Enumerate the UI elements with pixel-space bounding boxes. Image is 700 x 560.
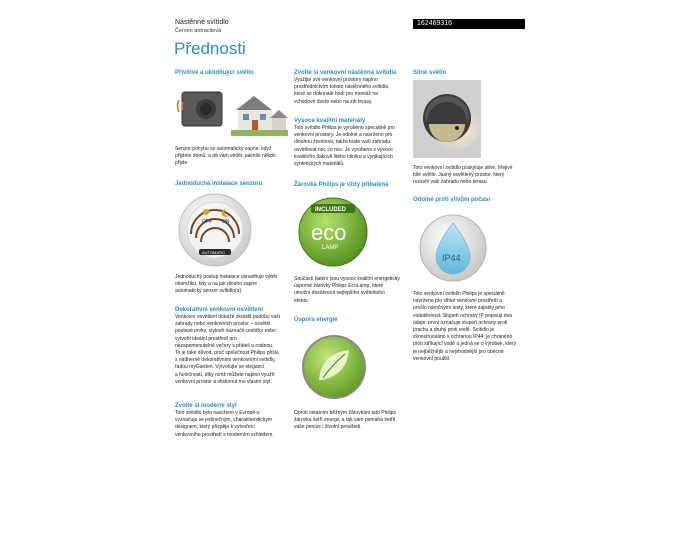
text-line: kvalitního tlakově litého hliníku a vynikajících	[294, 153, 393, 160]
text-line: venkovní prostor a vtisknout mu vlastní styl.	[175, 378, 272, 385]
sensor-dial-icon	[177, 192, 253, 268]
decorative-text	[175, 314, 287, 386]
text-line: s nádherně dekorativními venkovními svítidly,	[175, 357, 276, 364]
bulb-included-text	[294, 276, 406, 305]
text-line: Toto venkovní svítidlo poskytuje silné, hřejivé	[413, 165, 513, 171]
product-code-bar	[413, 19, 525, 29]
energy-leaf-icon	[301, 334, 367, 400]
text-line: bílé světlo. Jasný osvětlený prostor, který	[413, 172, 505, 179]
text-line: prostřednictvím tohoto nástěnného svítidla,	[294, 84, 390, 91]
text-line: které se dokonale hodí pro montáž na	[294, 91, 378, 98]
text-line: umožní dosáhnout nejlepšího světelného	[294, 290, 385, 297]
dial-on-label: ON	[222, 219, 230, 225]
text-line: zahrady nebo venkovních prostor – osvětlit	[175, 321, 271, 328]
text-line: Toto svítidlo bylo navrženo v Evropě a	[175, 410, 260, 416]
text-line: Využijte své venkovní prostory naplno	[294, 77, 378, 83]
text-line: přijde.	[175, 160, 189, 167]
text-line: venkovní použití.	[413, 355, 451, 362]
text-line: rozsvítí vaši zahradu nebo terasu.	[413, 179, 489, 186]
text-line: automatický senzor svítidlo(a).	[175, 288, 243, 295]
page-title: Přednosti	[174, 39, 246, 58]
text-line: Součástí balení jsou vysoce kvalitní energeticky	[294, 276, 400, 282]
text-line: okamžiku, kdy a na jak dlouho zapne	[175, 281, 257, 288]
badge-lamp-label: LAMP	[322, 245, 339, 251]
text-line: osvětlovat noc co noc. Je vyrobeno z vysoce	[294, 146, 393, 153]
text-line: designem, který přispěje k vytvoření	[175, 424, 255, 431]
text-line: efektu.	[294, 297, 310, 304]
badge-included-label: INCLUDED	[315, 207, 346, 213]
text-line: vodotěsnost. Stupeň ochrany IP popisují dva	[413, 312, 512, 319]
text-line: zkonstruováno s ochranou IP44: je chráněno	[413, 334, 513, 341]
heading-welcoming-light: Přivítivé a uklidňující světlo	[175, 70, 254, 76]
text-line: syntetických materiálů.	[294, 161, 345, 168]
text-line: poutavé prvky, stylově naznačit cestičky nebo	[175, 328, 276, 335]
product-variant: Červen antracitová	[175, 28, 222, 34]
weatherproof-text	[413, 291, 525, 363]
energy-saving-text	[294, 410, 406, 432]
text-line: proti stříkající vodě a jedná se o výrobek, který	[413, 341, 517, 348]
badge-eco-label: eco	[311, 220, 347, 245]
text-line: prachu a druhý proti vodě. Svítidlo je	[413, 327, 495, 334]
text-line: údaje: první označuje stupeň ochrany proti	[413, 319, 508, 326]
text-line: vaše peníze i životní prostředí.	[294, 424, 362, 431]
heading-quality-materials: Vysoce kvalitní materiály	[294, 118, 366, 124]
product-name: Nástěnné svítidlo	[175, 19, 229, 26]
ip44-droplet-icon	[418, 213, 488, 283]
text-line: vchodové dveře nebo na zdi terasy.	[294, 98, 373, 105]
text-line: je nejběžnější a nejvhodnější pro obecné	[413, 348, 504, 355]
text-line: a funkčností, díky nimž můžete naplno využít	[175, 371, 275, 378]
heading-easy-install: Jednoduchá instalace senzoru	[175, 181, 263, 187]
text-line: úsporné žárovky Philips EcoLamp, které	[294, 283, 384, 290]
text-line: dlouhou životnost, takže bude vaší zahradu	[294, 139, 391, 146]
ip44-label: IP44	[442, 253, 461, 263]
text-line: Oproti ostatním běžným žárovkám tato Philips	[294, 410, 396, 416]
heading-choose-wall-light: Zvolte si venkovní nástěnná svítidla	[294, 70, 397, 76]
dial-off-label: OFF	[202, 219, 212, 225]
ecolamp-badge-icon	[297, 196, 369, 268]
quality-materials-text	[294, 125, 406, 168]
text-line: žárovka šetří energii, a tak vám pomáhá šetřit	[294, 417, 396, 424]
text-line: venkovní prostory. Je odolné a navrženo pro	[294, 132, 393, 139]
product-photo	[413, 80, 481, 158]
text-line: navrženo pro vlhké venkovní prostředí a	[413, 298, 502, 305]
easy-install-text	[175, 274, 287, 296]
text-line: vyznačuje se jedinečným, charakteristickým	[175, 417, 272, 424]
choose-wall-light-text	[294, 77, 406, 106]
strong-light-text	[413, 165, 525, 187]
text-line: vytvořit ideální prostředí pro	[175, 335, 237, 342]
sensor-house-illustration	[176, 82, 288, 138]
text-line: nezapomenutelné večery s přáteli a rodinou.	[175, 342, 274, 349]
welcoming-light-text	[175, 146, 287, 168]
text-line: To je také důvod, proč společnost Philips přišla	[175, 350, 279, 357]
text-line: venkovního prostředí s moderním vzhledem.	[175, 431, 274, 438]
dial-auto-label: AUTOMATIC	[202, 250, 226, 255]
heading-energy-saving: Úspora energie	[294, 317, 338, 323]
heading-decorative: Dekorativní venkovní osvětlení	[175, 307, 264, 313]
text-line: přijdete domů, a dá vám vědět, jakmile někdo	[175, 153, 276, 160]
text-line: Toto svítidlo Philips je vyrobeno speciálně pro	[294, 125, 395, 131]
text-line: Senzor pohybu se automaticky zapne, když	[175, 146, 272, 152]
heading-bulb-included: Žárovka Philips je vždy přibalena	[294, 182, 389, 188]
heading-weatherproof: Odolné proti vlivům počasí	[413, 197, 491, 203]
heading-modern-style: Zvolte si moderní styl	[175, 403, 237, 409]
text-line: Toto venkovní svítidlo Philips je speciálně	[413, 291, 505, 297]
text-line: Venkovní osvětlení dokáže zkrášlit podobu vaší	[175, 314, 281, 320]
heading-strong-light: Silné světlo	[413, 70, 447, 76]
text-line: řadou myGarden. Vytvořujte se elegancí	[175, 364, 265, 371]
text-line: prošlo náročnými testy, které zajistily jeho	[413, 305, 505, 312]
modern-style-text	[175, 410, 287, 439]
product-code: 162469316	[417, 20, 453, 27]
text-line: Jednoduchý postup instalace usnadňuje výběr	[175, 274, 278, 280]
